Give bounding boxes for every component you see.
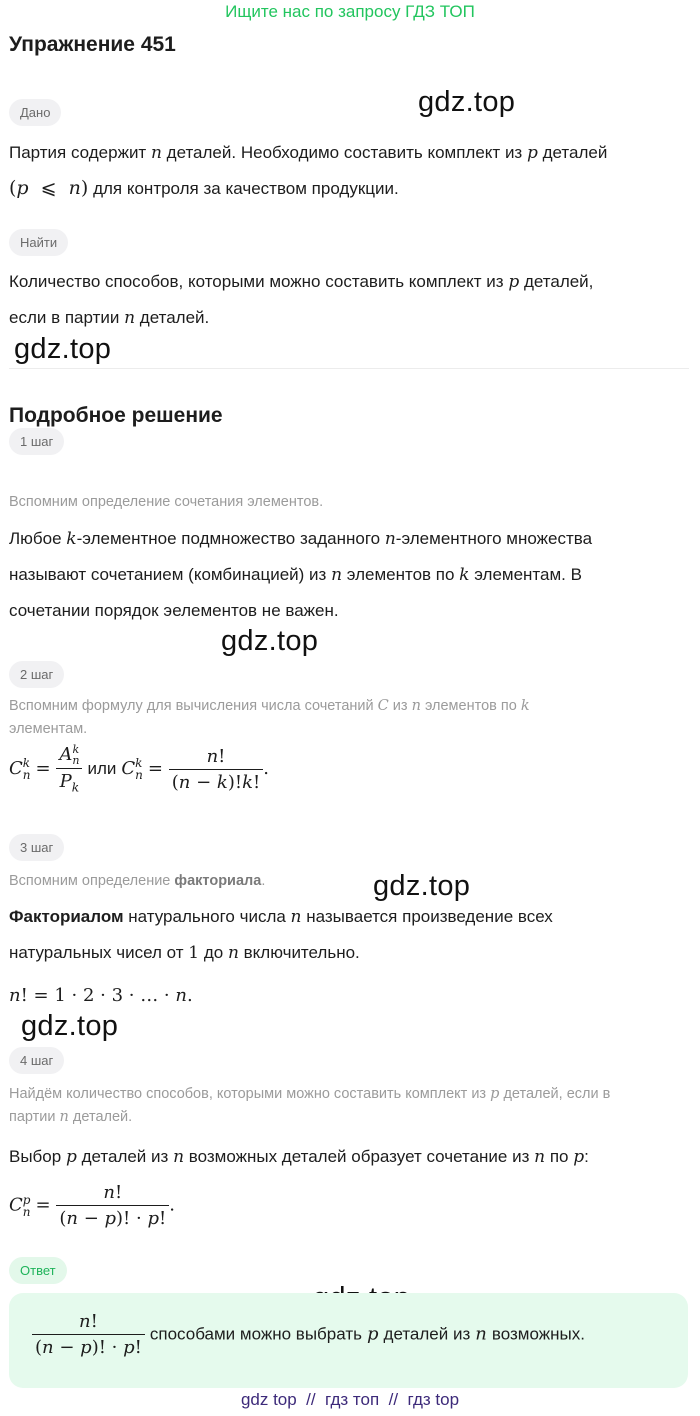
watermark: gdz.top [21,1010,119,1042]
result-formula: C p n = $\frac{n!}{(n - p)! \cdot p!}$ . [9,1182,175,1229]
watermark: gdz.top [221,625,319,657]
step-1-hint: Вспомним определение сочетания элементов. [9,494,324,510]
find-line-2: если в партии n деталей. [9,308,210,328]
watermark: gdz.top [418,86,516,118]
step-3-line-1: Факториалом натурального числа n называется произведение всех [9,907,553,927]
given-line-2: (p ⩽ n) для контроля за качеством продукции. [9,177,399,199]
step-2-hint: Вспомним формулу для вычисления числа сочетаний C из n элементов по k элементам. [9,698,530,737]
section-divider [9,368,689,369]
step-3-hint: Вспомним определение факториала. [9,873,266,889]
answer-text: $\frac{n!}{(n - p)! \cdot p!}$ способами можно выбрать p деталей из n возможных. [32,1311,585,1358]
footer-links: gdz top // гдз топ // гдз top [240,1390,460,1409]
step-4-hint: Найдём количество способов, которыми можно составить комплект из p деталей, если в партии n деталей. [9,1086,611,1125]
solution-title: Подробное решение [9,404,223,427]
watermark: gdz.top [373,870,471,902]
step-1-line-2: называют сочетанием (комбинацией) из n элементов по k элементам. В [9,565,582,585]
step-4-line-1: Выбор p деталей из n возможных деталей образует сочетание из n по p: [9,1147,589,1167]
step-3-line-2: натуральных чисел от 1 до n включительно. [9,943,360,963]
step-2-badge: 2 шаг [9,661,64,688]
factorial-formula: n! = 1 · 2 · 3 · … · n. [9,985,193,1006]
answer-badge: Ответ [9,1257,67,1284]
step-1-line-1: Любое k-элементное подмножество заданного n-элементного множества [9,529,593,549]
find-line-1: Количество способов, которыми можно составить комплект из p деталей, [9,272,594,292]
step-3-badge: 3 шаг [9,834,64,861]
find-badge: Найти [9,229,68,256]
top-banner: Ищите нас по запросу ГДЗ ТОП [225,2,475,21]
given-line-1: Партия содержит n деталей. Необходимо составить комплект из p деталей [9,143,608,163]
step-1-line-3: сочетании порядок эелементов не важен. [9,601,339,620]
page-title: Упражнение 451 [9,33,176,56]
given-badge: Дано [9,99,61,126]
watermark: gdz.top [14,333,112,365]
step-4-badge: 4 шаг [9,1047,64,1074]
step-1-badge: 1 шаг [9,428,64,455]
combination-formula: C k n = A k n $P_k$ или C k n = $\frac{n!}{(n - k)!k!}$ . [9,743,269,795]
